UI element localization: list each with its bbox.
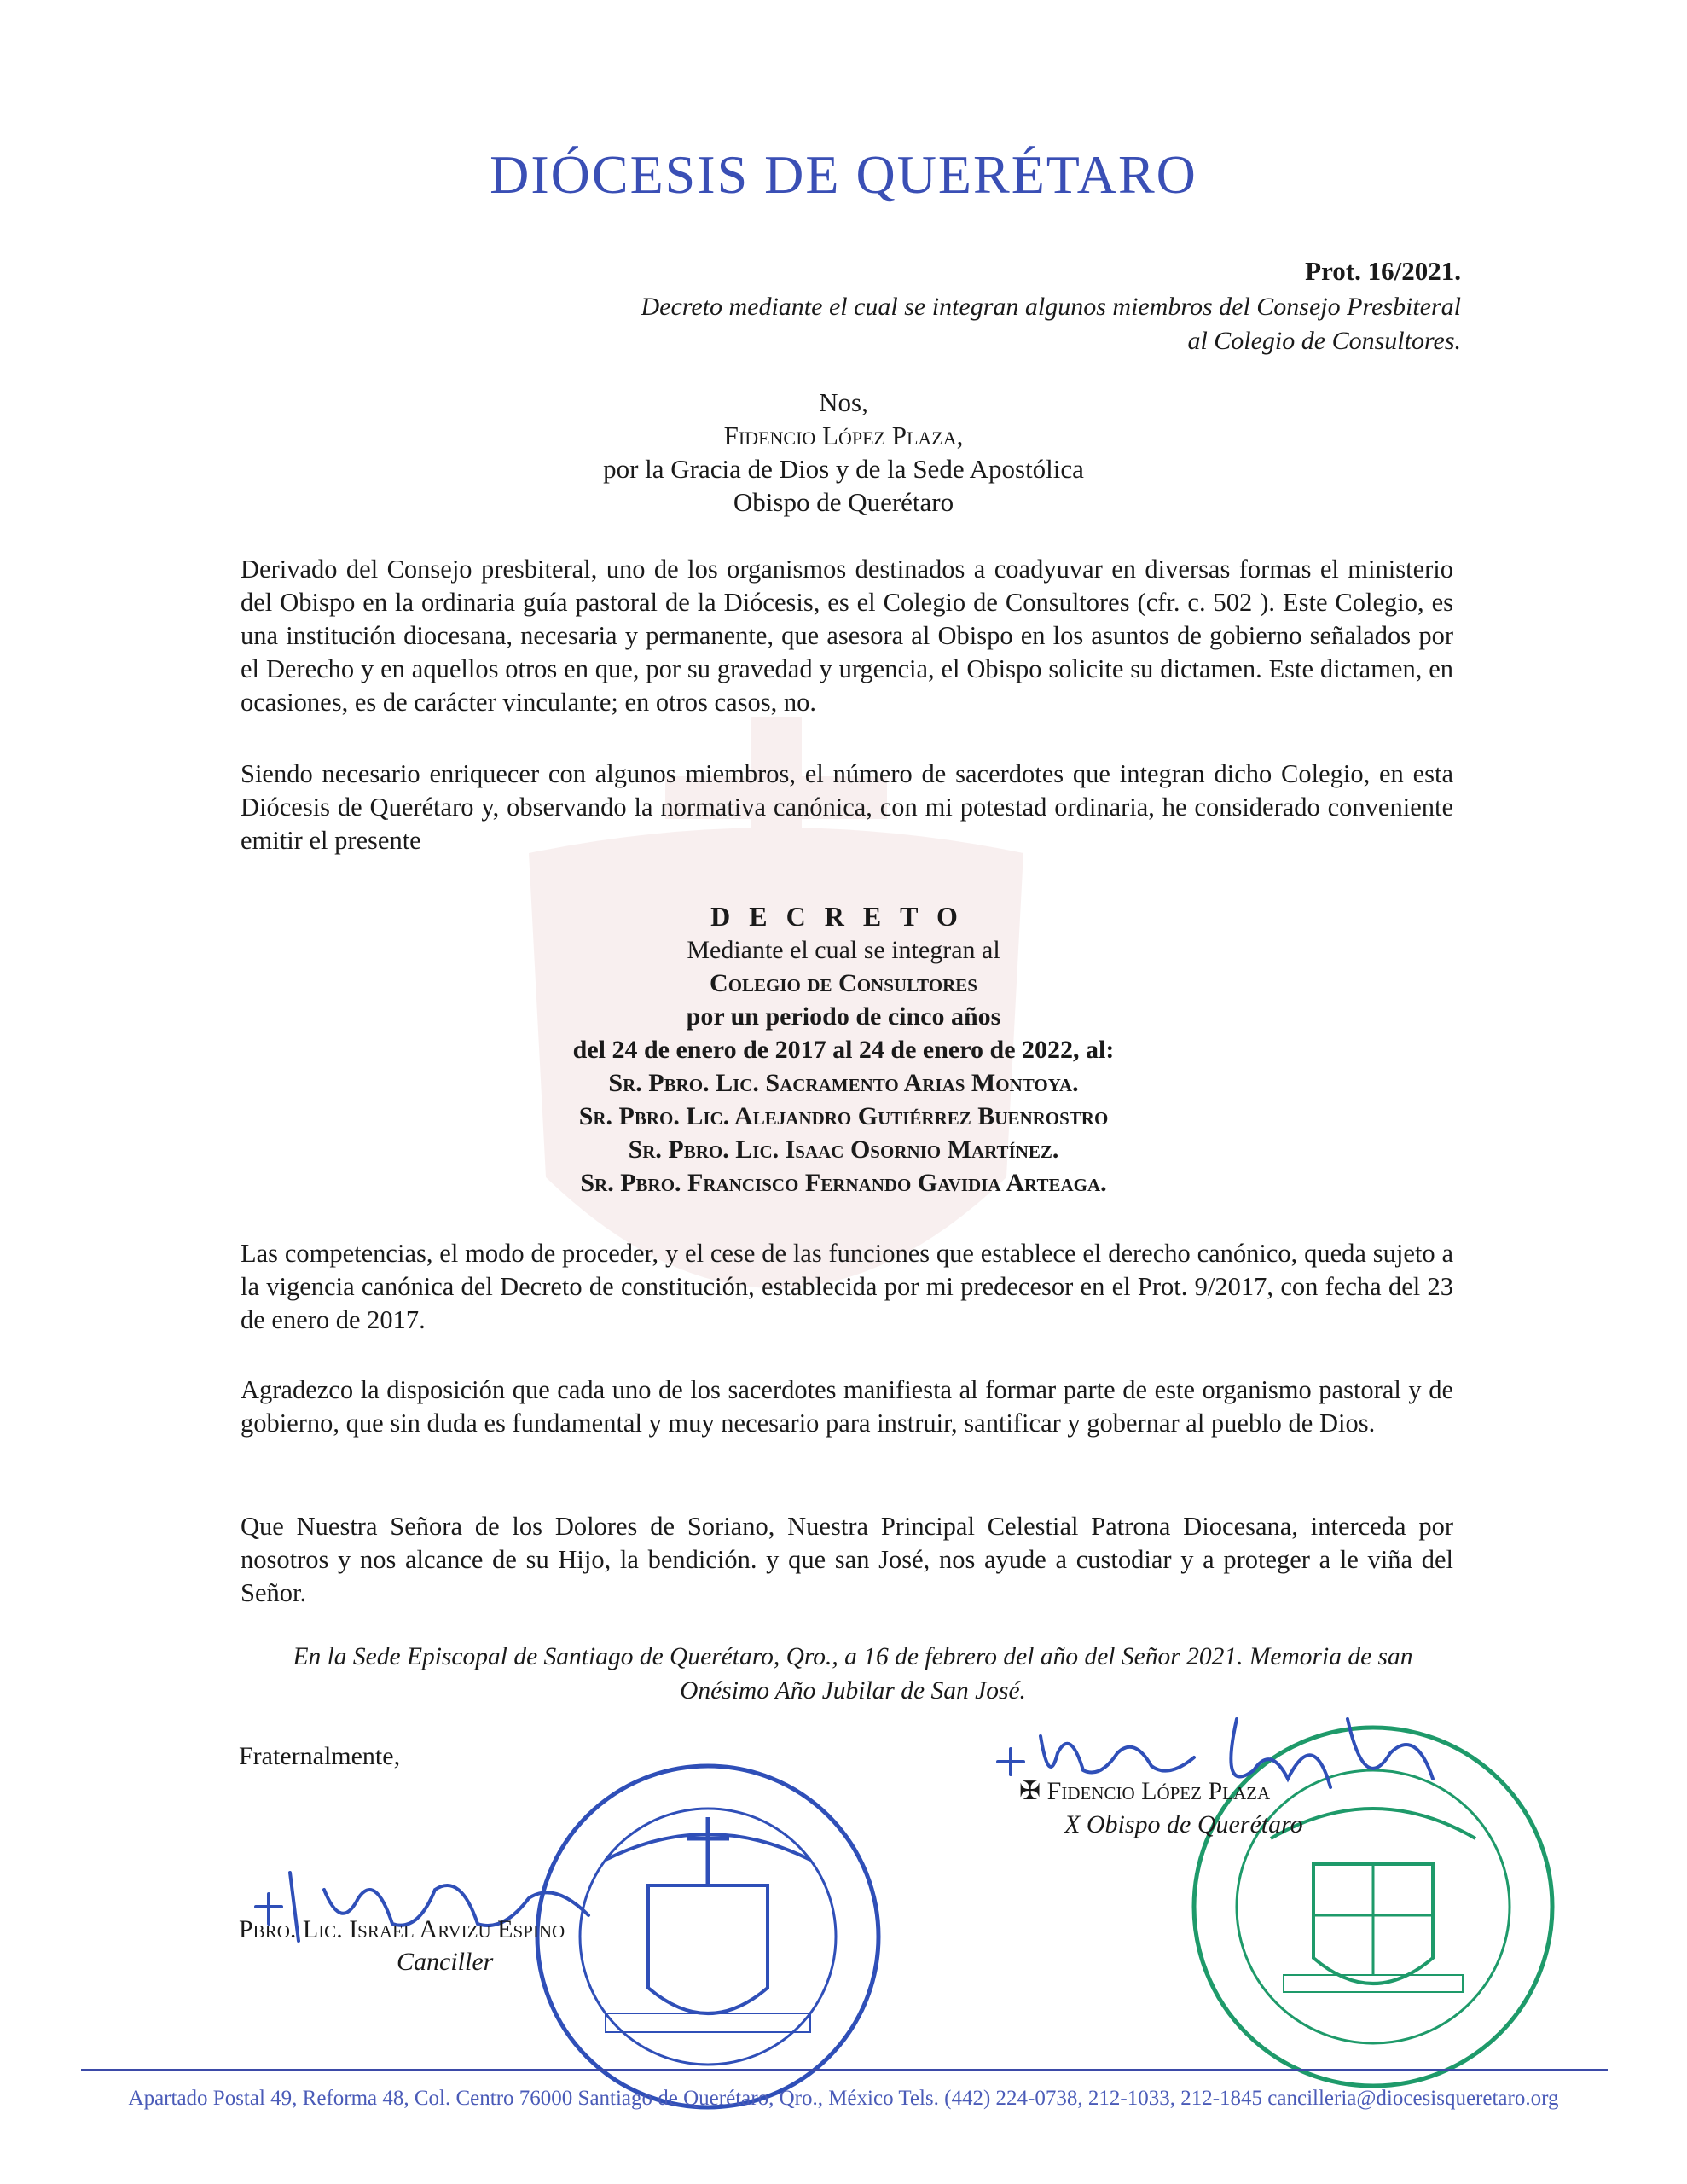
subject-line: Decreto mediante el cual se integran algunos miembros del Consejo Presbiteral (641, 293, 1461, 321)
chancellor-title: Canciller (397, 1948, 494, 1976)
decree-line: Mediante el cual se integran al (687, 936, 1000, 964)
decree-dates: del 24 de enero de 2017 al 24 de enero de 2022, al: (572, 1036, 1115, 1064)
decree-member: Sr. Pbro. Francisco Fernando Gavidia Arteaga. (580, 1169, 1107, 1197)
protocol-number: Prot. 16/2021. (1305, 256, 1461, 286)
bishop-title: X Obispo de Querétaro (1064, 1810, 1303, 1838)
decree-heading: DECRETO (710, 901, 977, 932)
bishop-name: ✠ Fidencio López Plaza (1019, 1777, 1271, 1805)
issuer-name: Fidencio López Plaza, (723, 421, 964, 450)
closing-greeting: Fraternalmente, (239, 1742, 401, 1770)
decree-subject (438, 290, 1461, 358)
place-line: Onésimo Año Jubilar de San José. (680, 1677, 1026, 1705)
paragraph-competences: Las competencias, el modo de proceder, y el cese de las funciones que establece el derecho canónico, queda sujeto a la vigencia canónica del Decreto de constitución, establecida por mi predecesor en el Prot. 9/2017, con fecha del 23 de enero de 2017. (241, 1239, 1453, 1334)
decree-member: Sr. Pbro. Lic. Alejandro Gutiérrez Buenrostro (578, 1102, 1109, 1130)
paragraph-necessity: Siendo necesario enriquecer con algunos miembros, el número de sacerdotes que integran dicho Colegio, en esta Diócesis de Querétaro y, observando la normativa canónica, con mi potestad ordinaria, he considerado conveniente emitir el presente (241, 759, 1453, 855)
issuer-grace: por la Gracia de Dios y de la Sede Apostólica (603, 454, 1084, 484)
decree-college: Colegio de Consultores (710, 969, 977, 997)
issuer-block (0, 386, 1687, 519)
decree-member: Sr. Pbro. Lic. Sacramento Arias Montoya. (608, 1069, 1079, 1097)
decree-member: Sr. Pbro. Lic. Isaac Osornio Martínez. (628, 1136, 1059, 1164)
chancellor-name: Pbro. Lic. Israel Arvizu Espino (239, 1915, 565, 1943)
place-line: En la Sede Episcopal de Santiago de Querétaro, Qro., a 16 de febrero del año del Señor 2021. Memoria de san (293, 1643, 1413, 1670)
subject-line: al Colegio de Consultores. (1187, 327, 1461, 355)
place-and-date (256, 1640, 1450, 1708)
decree-block (0, 900, 1687, 1199)
paragraph-gratitude: Agradezco la disposición que cada uno de los sacerdotes manifiesta al formar parte de este organismo pastoral y de gobierno, que sin duda es fundamental y muy necesario para instruir, santificar y gobernar al pueblo de Dios. (241, 1375, 1453, 1438)
footer-contact: Apartado Postal 49, Reforma 48, Col. Centro 76000 Santiago de Querétaro, Qro., México Tels. (442) 224-0738, 212-1033, 212-1845 cancilleria@diocesisqueretaro.org (128, 2087, 1559, 2110)
paragraph-consultors-college: Derivado del Consejo presbiteral, uno de los organismos destinados a coadyuvar en diversas formas el ministerio del Obispo en la ordinaria guía pastoral de la Diócesis, es el Colegio de Consultores (cfr. c. 502 ). Este Colegio, es una institución diocesana, necesaria y permanente, que asesora al Obispo en los asuntos de gobierno señalados por el Derecho y en aquellos otros en que, por su gravedad y urgencia, el Obispo solicite su dictamen. Este dictamen, en ocasiones, es de carácter vinculante; en otros casos, no. (241, 555, 1453, 717)
diocese-title: DIÓCESIS DE QUERÉTARO (490, 144, 1197, 205)
decree-period: por un periodo de cinco años (686, 1002, 1001, 1031)
footer-divider (81, 2069, 1608, 2071)
paragraph-blessing: Que Nuestra Señora de los Dolores de Soriano, Nuestra Principal Celestial Patrona Diocesana, interceda por nosotros y nos alcance de su Hijo, la bendición. y que san José, nos ayude a custodiar y a proteger a le viña del Señor. (241, 1512, 1453, 1607)
issuer-title: Obispo de Querétaro (733, 487, 954, 517)
issuer-greeting: Nos, (819, 387, 868, 417)
